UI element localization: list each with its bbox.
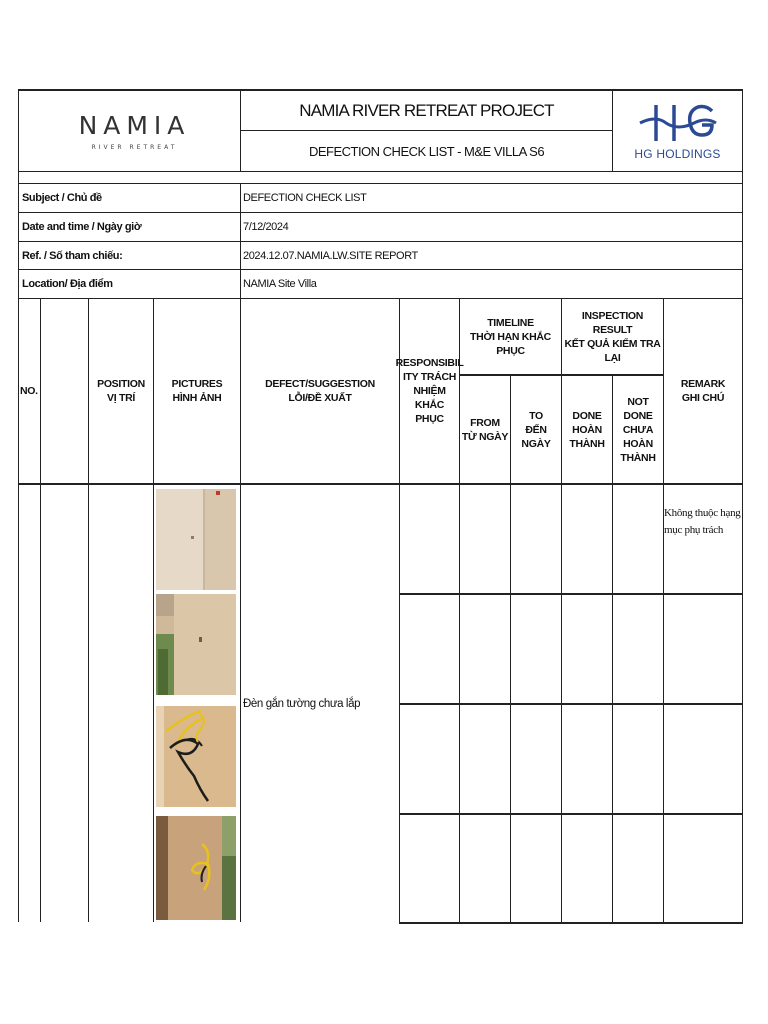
- defect-photo-3: [156, 706, 236, 807]
- column-inspection-result-en: INSPECTION RESULT: [581, 309, 644, 336]
- column-to-en: TO: [529, 409, 543, 422]
- column-done: [562, 376, 612, 483]
- column-inspection-result: [562, 299, 663, 374]
- column-not-done-line4: THÀNH: [620, 451, 656, 464]
- column-done-line3: THÀNH: [569, 437, 605, 450]
- location-label: Location/ Địa điểm: [22, 278, 113, 290]
- remark-text: [664, 505, 742, 545]
- column-inspection-result-vi: KẾT QUẢ KIỂM TRA LẠI: [564, 337, 661, 364]
- document-title: [241, 131, 612, 171]
- namia-logo: [19, 91, 240, 171]
- column-responsibility-line1: RESPONSIBIL: [395, 357, 464, 369]
- defect-photo-2: [156, 594, 236, 695]
- defect-photo-4: [156, 816, 236, 920]
- ref-label: Ref. / Số tham chiếu:: [22, 249, 123, 262]
- column-timeline-en: TIMELINE: [487, 316, 534, 329]
- column-responsibility-line3: NHIỆM KHẮC: [413, 385, 446, 411]
- defect-photo-1: [156, 489, 236, 590]
- column-done-line2: HOÀN: [572, 423, 602, 436]
- subject-label: Subject / Chủ đề: [22, 192, 102, 204]
- project-title: [241, 91, 612, 130]
- column-done-line1: DONE: [572, 409, 602, 422]
- column-from: [460, 376, 510, 483]
- defect-text-value: Đèn gắn tường chưa lắp: [243, 697, 361, 710]
- column-position-vi: VỊ TRÍ: [107, 392, 135, 404]
- column-responsibility-line4: PHỤC: [415, 413, 444, 425]
- column-from-en: FROM: [470, 416, 500, 429]
- column-defect-en: DEFECT/SUGGESTION: [265, 378, 375, 390]
- column-timeline: [460, 299, 561, 374]
- column-remark-en: REMARK: [680, 378, 726, 390]
- column-to-vi: ĐẾN NGÀY: [521, 423, 551, 450]
- date-label: Date and time / Ngày giờ: [22, 221, 142, 233]
- column-responsibility-line2: ITY TRÁCH: [402, 371, 457, 383]
- hg-logo-name: HG HOLDINGS: [634, 147, 721, 161]
- date-value: 7/12/2024: [243, 221, 289, 233]
- column-defect-vi: LỖI/ĐỀ XUẤT: [288, 392, 352, 404]
- remark-text-value: Không thuộc hạng mục phụ trách: [664, 507, 741, 536]
- column-pictures: [154, 299, 240, 483]
- hg-holdings-logo: [613, 91, 742, 171]
- column-position: [89, 299, 153, 483]
- column-not-done: [613, 376, 663, 483]
- column-to: [511, 376, 561, 483]
- hg-logo-mark-icon: [636, 101, 720, 145]
- column-responsibility: [395, 299, 464, 483]
- column-timeline-vi: THỜI HẠN KHẮC PHỤC: [470, 330, 551, 357]
- namia-logo-name: NAMIA: [78, 111, 191, 140]
- column-not-done-line3: HOÀN: [623, 437, 653, 450]
- project-title-text: NAMIA RIVER RETREAT PROJECT: [299, 100, 554, 120]
- column-position-en: POSITION: [97, 378, 145, 390]
- column-remark: [664, 299, 742, 483]
- subject-value: DEFECTION CHECK LIST: [243, 192, 367, 204]
- defect-text: [241, 485, 399, 922]
- column-no: NO.: [20, 385, 38, 397]
- ref-value: 2024.12.07.NAMIA.LW.SITE REPORT: [243, 249, 418, 262]
- document-title-text: DEFECTION CHECK LIST - M&E VILLA S6: [308, 143, 545, 159]
- namia-logo-tagline: RIVER RETREAT: [91, 144, 178, 151]
- column-pictures-vi: HÌNH ẢNH: [172, 392, 222, 404]
- column-defect: [241, 299, 399, 483]
- column-pictures-en: PICTURES: [171, 378, 223, 390]
- column-from-vi: TỪ NGÀY: [461, 430, 509, 443]
- column-not-done-line2: CHƯA: [622, 423, 654, 436]
- location-value: NAMIA Site Villa: [243, 278, 317, 290]
- column-not-done-line1: NOT DONE: [623, 395, 653, 422]
- column-remark-vi: GHI CHÚ: [681, 392, 725, 404]
